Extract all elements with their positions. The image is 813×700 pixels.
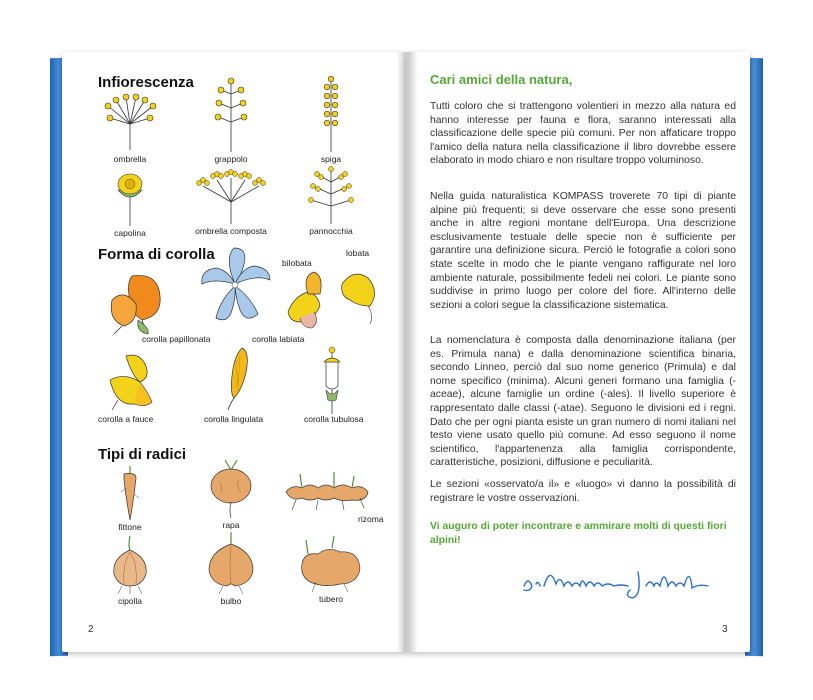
tuber-illustration — [296, 534, 366, 592]
caption-corolla-labiata: corolla labiata — [252, 334, 305, 344]
figure-rapa — [176, 456, 286, 530]
papilionaceous-flower-illustration — [102, 270, 172, 336]
figure-tubero — [276, 534, 386, 604]
caption-corolla-papillonata: corolla papillonata — [142, 334, 211, 344]
figure-spiga — [276, 74, 386, 164]
figure-pannocchia — [276, 164, 386, 236]
caption-cipolla: cipolla — [117, 596, 143, 606]
paragraph-2: Nella guida naturalistica KOMPASS troverete 70 tipi di piante alpine più frequenti; si deve osservare che esse sono presenti anche in altre regioni montane dell'Europa. Una descrizione esclusivamente testuale delle specie non è sufficiente per garantire una definizione sicura. Perciò le fotografie a colori sono state scelte in modo che le piante vengano raffigurate nel loro ambiente naturale, possibilmente fedeli nei colori. Le piante sono suddivise in primo luogo per colore del fiore. All'interno delle sezioni a colori segue la classificazione sistematica. — [430, 191, 736, 311]
caption-bulbo: bulbo — [220, 596, 242, 606]
page-number-right: 3 — [722, 624, 728, 635]
caption-rizoma: rizoma — [358, 514, 384, 524]
figure-corolla-a-fauce — [104, 352, 160, 415]
umbel-illustration — [100, 92, 160, 152]
raceme-illustration — [211, 76, 251, 152]
caption-ombrella-composta: ombrella composta — [195, 226, 267, 236]
figure-cipolla — [75, 534, 185, 606]
caption-lobata: lobata — [346, 248, 370, 258]
greeting-heading: Cari amici della natura, — [430, 72, 573, 87]
closing-wish: Vi auguro di poter incontrare e ammirare molti di questi fiori alpini! — [430, 521, 727, 546]
figure-ombrella-composta — [176, 168, 286, 236]
page-number-left: 2 — [88, 624, 94, 635]
paragraph-3: La nomenclatura è composta dalla denominazione italiana (per es. Primula nana) e dalla denominazione scientifica binaria, secondo Linneo, perciò dal suo nome generico (Primula) e dal nome specifico (minima). Alcuni generi formano una famiglia (-aceae), alcune famiglie un ordine (-ales). Il livello superiore è rappresentato dalle classi (-atae). Seguono le divisioni ed i regni. Dato che per ogni pianta esiste un gran numero di nomi italiani nel testo viene usato quello più comune. Ad esso seguono il nome scientifico, l'appartenenza alla famiglia corrispondente, caratteristiche, posizioni, diffusione e peculiarità. — [430, 335, 736, 469]
panicle-illustration — [301, 164, 361, 224]
book-spine — [396, 52, 418, 652]
caption-tubero: tubero — [318, 594, 344, 604]
labiate-flower-illustration — [284, 266, 384, 332]
ligulate-flower-illustration — [216, 346, 256, 410]
throated-flower-illustration — [104, 352, 160, 410]
signature — [520, 556, 720, 605]
figure-corolla-papillonata — [102, 270, 172, 341]
paragraph-4: Le sezioni «osservato/a il» e «luogo» vi danno la possibilità di registrare le vostre osservazioni. — [430, 479, 736, 504]
figure-rizoma — [282, 462, 372, 517]
tubular-flower-illustration — [312, 342, 352, 414]
taproot-illustration — [118, 466, 142, 520]
caption-spiga: spiga — [320, 154, 342, 164]
figure-corolla-labiata-petals — [194, 244, 276, 333]
caption-bilobata: bilobata — [282, 258, 312, 268]
figure-corolla-labiata — [284, 266, 384, 337]
section-title-inflorescence: Infiorescenza — [98, 74, 194, 91]
compound-umbel-illustration — [193, 168, 269, 224]
figure-corolla-lingulata — [216, 346, 256, 415]
section-title-corolla: Forma di corolla — [98, 246, 215, 263]
handwritten-signature-image — [520, 556, 720, 600]
figure-bulbo — [176, 530, 286, 606]
caption-rapa: rapa — [222, 520, 240, 530]
figure-corolla-tubulosa — [312, 342, 352, 419]
caption-corolla-tubulosa: corolla tubulosa — [304, 414, 364, 424]
figure-ombrella — [75, 92, 185, 164]
caption-grappolo: grappolo — [214, 154, 248, 164]
paragraph-1: Tutti coloro che si trattengono volentieri in mezzo alla natura ed hanno interesse per fauna e flora, saranno interessati alla classificazione delle specie più comuni. Per non affaticare troppo l'amico della natura nella classificazione il libro dovrebbe essere elaborato in modo chiaro e non risultare troppo voluminoso. — [430, 101, 736, 167]
figure-grappolo — [176, 76, 286, 164]
caption-fittone: fittone — [118, 522, 142, 532]
rhizome-illustration — [282, 462, 372, 512]
bulb-illustration — [201, 530, 261, 594]
caption-capolina: capolina — [114, 228, 146, 238]
figure-fittone — [75, 466, 185, 532]
five-petal-corolla-illustration — [194, 244, 276, 328]
caption-ombrella: ombrella — [113, 154, 147, 164]
turnip-illustration — [205, 456, 257, 518]
section-title-roots: Tipi di radici — [98, 446, 187, 463]
onion-bulb-illustration — [108, 534, 152, 594]
spike-illustration — [316, 74, 346, 152]
figure-capolina — [75, 168, 185, 238]
caption-corolla-a-fauce: corolla a fauce — [98, 414, 154, 424]
caption-pannocchia: pannocchia — [309, 226, 353, 236]
capitulum-illustration — [110, 168, 150, 226]
caption-corolla-lingulata: corolla lingulata — [204, 414, 264, 424]
